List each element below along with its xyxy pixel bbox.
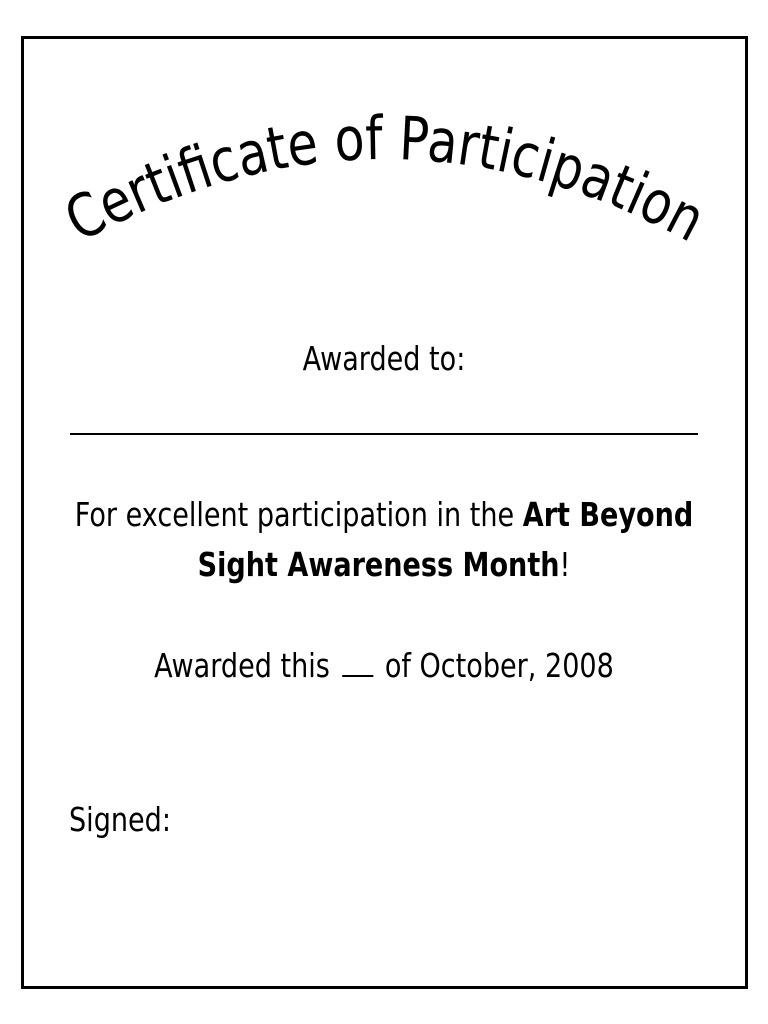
certificate-title: Certificate of Participation bbox=[54, 103, 722, 259]
signed-label: Signed: bbox=[69, 800, 171, 839]
award-date-suffix: of October, 2008 bbox=[384, 646, 614, 685]
award-day-blank bbox=[342, 645, 373, 677]
award-date-prefix: Awarded this bbox=[154, 646, 330, 685]
participation-line-1 bbox=[69, 490, 699, 540]
award-date-statement bbox=[69, 641, 699, 691]
event-name-part-1: Art Beyond bbox=[522, 495, 694, 534]
event-name-part-2: Sight Awareness Month bbox=[197, 545, 560, 584]
participation-prefix: For excellent participation in the bbox=[74, 495, 523, 534]
participation-suffix: ! bbox=[559, 545, 571, 584]
participation-statement bbox=[69, 490, 699, 590]
participation-line-2 bbox=[69, 540, 699, 590]
recipient-name-line bbox=[70, 433, 698, 435]
awarded-to-label: Awarded to: bbox=[302, 339, 466, 378]
certificate-title-arc bbox=[0, 0, 768, 300]
